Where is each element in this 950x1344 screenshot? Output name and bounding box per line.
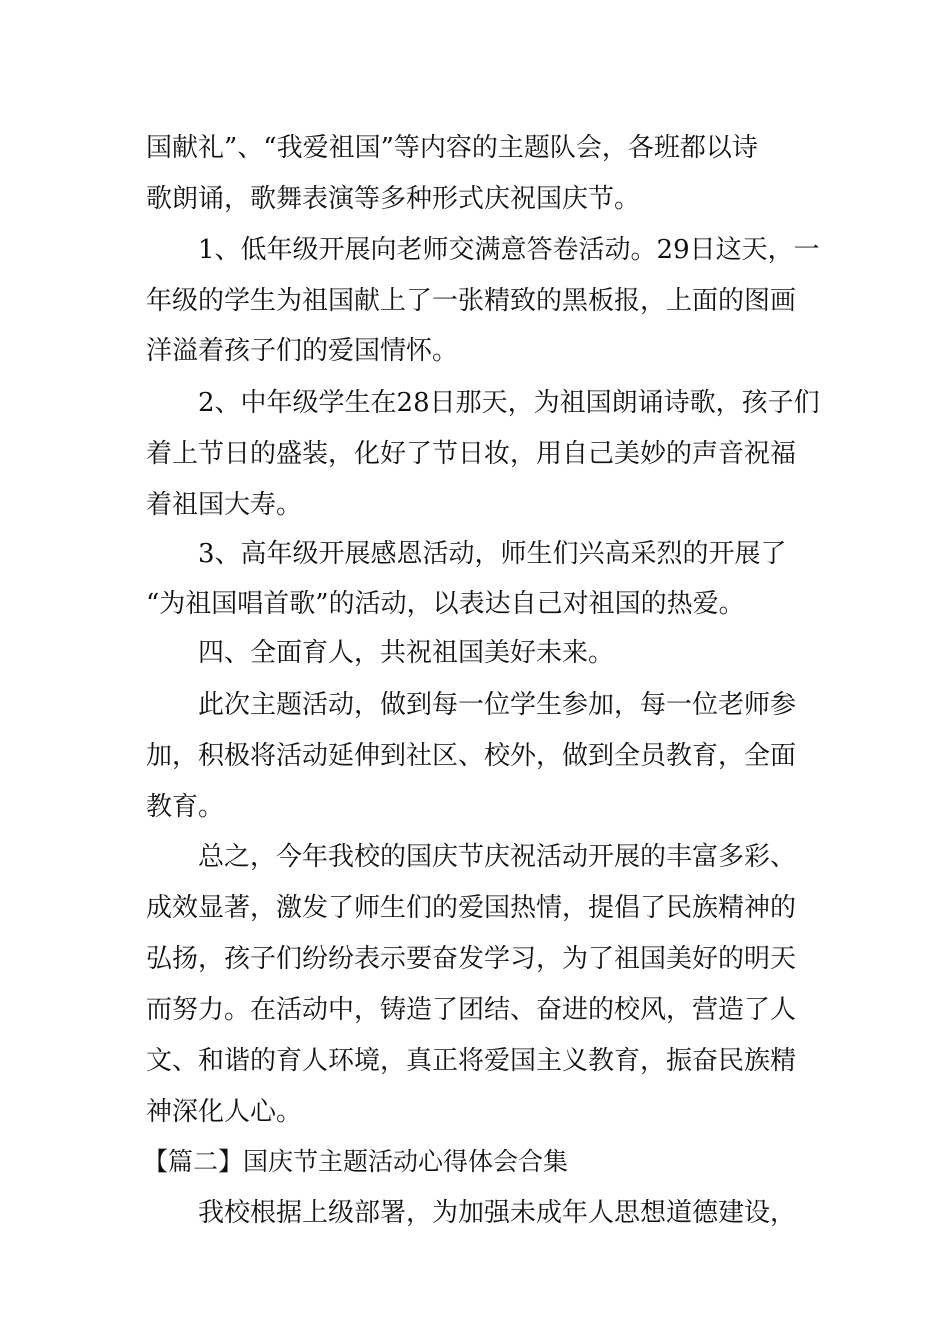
- text-line: 总之，今年我校的国庆节庆祝活动开展的丰富多彩、: [198, 842, 797, 872]
- text-line: 教育。: [146, 792, 225, 822]
- text-line: 弘扬，孩子们纷纷表示要奋发学习，为了祖国美好的明天: [146, 944, 797, 974]
- text-line: 我校根据上级部署，为加强未成年人思想道德建设，: [198, 1198, 797, 1228]
- text-line: 着祖国大寿。: [146, 490, 303, 520]
- text-line: 3、高年级开展感恩活动，师生们兴高采烈的开展了: [198, 539, 787, 569]
- text-line: 文、和谐的育人环境，真正将爱国主义教育，振奋民族精: [146, 1046, 797, 1076]
- text-line: 着上节日的盛装，化好了节日妆，用自己美妙的声音祝福: [146, 439, 797, 469]
- article-heading: 【篇二】国庆节主题活动心得体会合集: [143, 1147, 569, 1176]
- text-line: 国献礼”、“我爱祖国”等内容的主题队会，各班都以诗: [146, 133, 758, 163]
- text-line: 加，积极将活动延伸到社区、校外，做到全员教育，全面: [146, 741, 797, 771]
- text-line: 2、中年级学生在28日那天，为祖国朗诵诗歌，孩子们: [198, 388, 820, 418]
- section-heading: 四、全面育人，共祝祖国美好未来。: [198, 638, 615, 668]
- text-line: 洋溢着孩子们的爱国情怀。: [146, 336, 459, 366]
- text-line: 此次主题活动，做到每一位学生参加，每一位老师参: [198, 690, 797, 720]
- text-line: 成效显著，激发了师生们的爱国热情，提倡了民族精神的: [146, 893, 797, 923]
- text-line: 歌朗诵，歌舞表演等多种形式庆祝国庆节。: [146, 184, 641, 214]
- text-line: 1、低年级开展向老师交满意答卷活动。29日这天，一: [198, 235, 820, 265]
- text-line: 而努力。在活动中，铸造了团结、奋进的校风，营造了人: [146, 995, 797, 1025]
- text-line: 年级的学生为祖国献上了一张精致的黑板报，上面的图画: [146, 286, 797, 316]
- text-line: “为祖国唱首歌”的活动，以表达自己对祖国的热爱。: [146, 589, 745, 619]
- text-line: 神深化人心。: [146, 1097, 303, 1127]
